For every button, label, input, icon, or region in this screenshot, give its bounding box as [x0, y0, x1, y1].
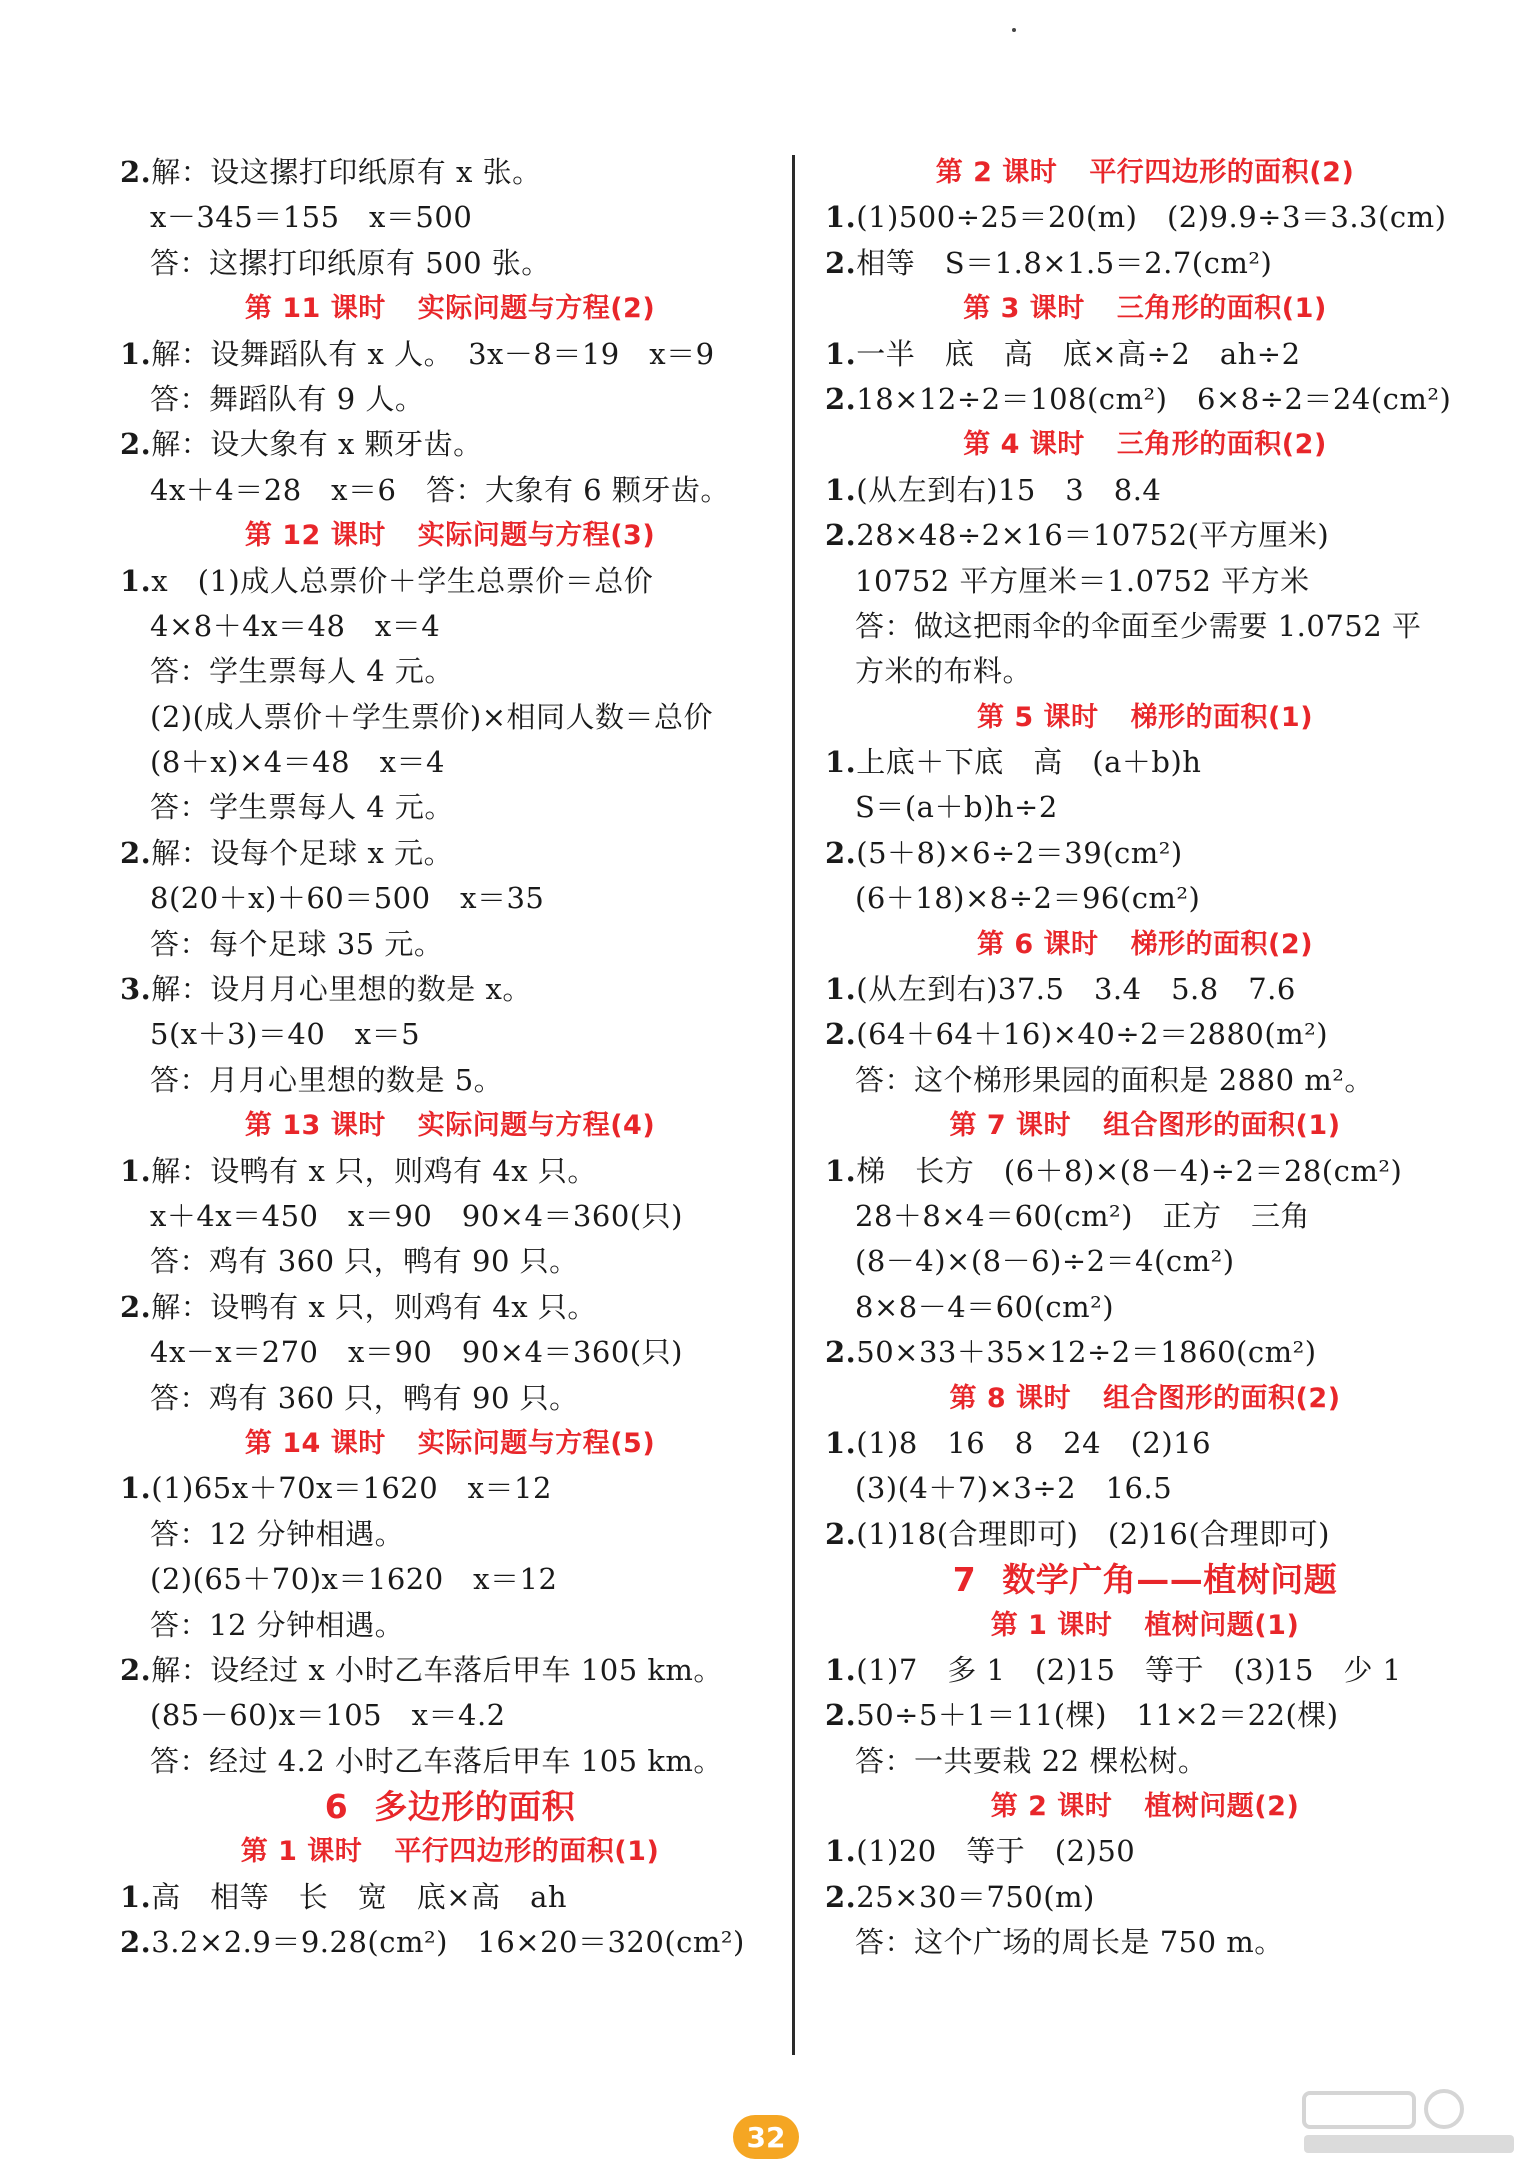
question-number: 1. — [120, 563, 152, 598]
question-number: 2. — [825, 1335, 857, 1370]
answer-line — [825, 740, 1465, 785]
lesson-label: 第 2 课时 — [990, 1791, 1113, 1823]
answer-line — [825, 1285, 1465, 1330]
lesson-label: 第 5 课时 — [976, 701, 1099, 733]
answer-line — [825, 1512, 1465, 1557]
answer-text: 方米的布料。 — [855, 654, 1033, 689]
answer-text: 答：12 分钟相遇。 — [150, 1516, 405, 1551]
answer-text: 答：一共要栽 22 棵松树。 — [855, 1743, 1208, 1778]
question-number: 1. — [120, 1471, 152, 1506]
lesson-title: 实际问题与方程(2) — [417, 293, 656, 325]
answer-line — [120, 967, 780, 1012]
answer-line — [120, 195, 780, 240]
answer-text: 28×48÷2×16＝10752(平方厘米) — [856, 518, 1330, 553]
answer-text: S＝(a＋b)h÷2 — [855, 790, 1058, 825]
lesson-label: 第 11 课时 — [244, 293, 386, 325]
answer-text: (从左到右)15 3 8.4 — [856, 472, 1162, 507]
question-number: 1. — [120, 336, 152, 371]
answer-text: (从左到右)37.5 3.4 5.8 7.6 — [856, 972, 1296, 1007]
question-number: 2. — [120, 427, 152, 462]
answer-text: 解：设舞蹈队有 x 人。 3x－8＝19 x＝9 — [151, 336, 715, 371]
answer-text: (1)8 16 8 24 (2)16 — [856, 1425, 1212, 1460]
answer-text: (8－4)×(8－6)÷2＝4(cm²) — [855, 1244, 1235, 1279]
answer-line — [825, 1149, 1465, 1194]
answer-line — [825, 377, 1465, 422]
lesson-title: 实际问题与方程(5) — [417, 1427, 656, 1459]
answer-line — [825, 831, 1465, 876]
answer-line — [825, 1239, 1465, 1284]
lesson-label: 第 7 课时 — [949, 1110, 1072, 1142]
answer-line — [120, 241, 780, 286]
question-number: 2. — [825, 1879, 857, 1914]
lesson-heading — [825, 1376, 1465, 1421]
answer-text: 答：学生票每人 4 元。 — [150, 790, 454, 825]
answer-line — [120, 649, 780, 694]
answer-line — [825, 1466, 1465, 1511]
answer-text: 3.2×2.9＝9.28(cm²) 16×20＝320(cm²) — [151, 1925, 745, 1960]
lesson-label: 第 1 课时 — [240, 1836, 363, 1868]
answer-text: 答：经过 4.2 小时乙车落后甲车 105 km。 — [150, 1743, 723, 1778]
answer-line — [825, 649, 1465, 694]
answer-line — [825, 468, 1465, 513]
answer-line — [120, 831, 780, 876]
question-number: 1. — [120, 1153, 152, 1188]
answer-text: 答：这个广场的周长是 750 m。 — [855, 1925, 1284, 1960]
answer-line — [120, 1466, 780, 1511]
answer-line — [120, 1239, 780, 1284]
lesson-heading — [120, 286, 780, 331]
answer-line — [120, 1557, 780, 1602]
answer-line — [825, 785, 1465, 830]
answer-text: 答：这个梯形果园的面积是 2880 m²。 — [855, 1062, 1374, 1097]
answer-line — [120, 1058, 780, 1103]
answer-text: 一半 底 高 底×高÷2 ah÷2 — [856, 336, 1301, 371]
answer-line — [825, 876, 1465, 921]
question-number: 2. — [825, 1698, 857, 1733]
answer-text: 解：设鸭有 x 只，则鸡有 4x 只。 — [151, 1153, 597, 1188]
question-number: 1. — [120, 1879, 152, 1914]
answer-line — [825, 1875, 1465, 1920]
answer-line — [120, 559, 780, 604]
answer-text: 50÷5＋1＝11(棵) 11×2＝22(棵) — [856, 1698, 1339, 1733]
question-number: 1. — [825, 472, 857, 507]
answer-line — [825, 195, 1465, 240]
lesson-title: 三角形的面积(2) — [1116, 429, 1327, 461]
answer-text: (8＋x)×4＝48 x＝4 — [150, 745, 445, 780]
answer-line — [120, 150, 780, 195]
answer-line — [120, 1330, 780, 1375]
answer-text: 答：鸡有 360 只，鸭有 90 只。 — [150, 1244, 579, 1279]
page-number-badge — [733, 2115, 799, 2159]
answer-line — [825, 1739, 1465, 1784]
answer-text: (3)(4＋7)×3÷2 16.5 — [855, 1471, 1173, 1506]
answer-line — [120, 1920, 780, 1965]
unit-number: 7 — [952, 1560, 977, 1600]
answer-text: (1)7 多 1 (2)15 等于 (3)15 少 1 — [856, 1652, 1402, 1687]
answer-line — [120, 1149, 780, 1194]
lesson-heading — [825, 695, 1465, 740]
answer-line — [120, 785, 780, 830]
answer-line — [120, 1376, 780, 1421]
question-number: 2. — [120, 1652, 152, 1687]
question-number: 2. — [120, 155, 152, 189]
lesson-title: 组合图形的面积(1) — [1103, 1110, 1341, 1142]
answer-text: 答：每个足球 35 元。 — [150, 926, 444, 961]
lesson-label: 第 12 课时 — [244, 520, 386, 552]
answer-line — [120, 695, 780, 740]
lesson-heading — [120, 513, 780, 558]
question-number: 2. — [825, 381, 857, 416]
answer-line — [120, 740, 780, 785]
answer-line — [825, 241, 1465, 286]
watermark-logo — [1294, 2079, 1524, 2159]
answer-text: 8×8－4＝60(cm²) — [855, 1289, 1115, 1324]
lesson-heading — [825, 422, 1465, 467]
answer-text: 10752 平方厘米＝1.0752 平方米 — [855, 563, 1310, 598]
lesson-label: 第 8 课时 — [949, 1382, 1072, 1414]
answer-text: 答：12 分钟相遇。 — [150, 1607, 405, 1642]
answer-text: (5＋8)×6÷2＝39(cm²) — [856, 835, 1183, 870]
answer-line — [825, 1920, 1465, 1965]
question-number: 2. — [825, 1516, 857, 1551]
lesson-title: 梯形的面积(1) — [1130, 701, 1314, 733]
answer-text: 相等 S＝1.8×1.5＝2.7(cm²) — [856, 245, 1273, 280]
answer-line — [825, 1648, 1465, 1693]
answer-text: 28＋8×4＝60(cm²) 正方 三角 — [855, 1198, 1310, 1233]
answer-text: (6＋18)×8÷2＝96(cm²) — [855, 881, 1201, 916]
answer-text: (85－60)x＝105 x＝4.2 — [150, 1698, 506, 1733]
answer-text: 8(20＋x)＋60＝500 x＝35 — [150, 881, 545, 916]
answer-text: (2)(成人票价＋学生票价)×相同人数＝总价 — [150, 699, 714, 734]
lesson-heading — [120, 1421, 780, 1466]
answer-line — [825, 332, 1465, 377]
answer-text: x (1)成人总票价＋学生总票价＝总价 — [151, 563, 654, 598]
answer-text: 高 相等 长 宽 底×高 ah — [151, 1879, 568, 1914]
answer-line — [120, 422, 780, 467]
lesson-label: 第 6 课时 — [976, 928, 1099, 960]
answer-text: x＋4x＝450 x＝90 90×4＝360(只) — [150, 1198, 683, 1233]
answer-line — [120, 1194, 780, 1239]
question-number: 1. — [825, 1153, 857, 1188]
question-number: 2. — [825, 518, 857, 553]
lesson-label: 第 14 课时 — [244, 1427, 386, 1459]
answer-text: 答：舞蹈队有 9 人。 — [150, 381, 425, 416]
unit-number: 6 — [324, 1787, 349, 1827]
answer-line — [825, 1058, 1465, 1103]
column-divider — [792, 155, 795, 2055]
answer-text: (1)20 等于 (2)50 — [856, 1834, 1136, 1869]
answer-text: (1)65x＋70x＝1620 x＝12 — [151, 1471, 552, 1506]
answer-text: 解：设这摞打印纸原有 x 张。 — [151, 155, 542, 189]
answer-line — [825, 1421, 1465, 1466]
question-number: 2. — [825, 835, 857, 870]
answer-line — [825, 1330, 1465, 1375]
answer-text: 解：设鸭有 x 只，则鸡有 4x 只。 — [151, 1289, 597, 1324]
answer-line — [120, 922, 780, 967]
answer-text: (1)18(合理即可) (2)16(合理即可) — [856, 1516, 1330, 1551]
answer-text: 18×12÷2＝108(cm²) 6×8÷2＝24(cm²) — [856, 381, 1452, 416]
answer-text: 答：做这把雨伞的伞面至少需要 1.0752 平 — [855, 608, 1422, 643]
answer-line — [120, 604, 780, 649]
lesson-heading — [120, 1103, 780, 1148]
answer-line — [120, 1693, 780, 1738]
answer-text: 解：设每个足球 x 元。 — [151, 835, 454, 870]
lesson-title: 组合图形的面积(2) — [1103, 1382, 1341, 1414]
answer-text: 上底＋下底 高 (a＋b)h — [856, 745, 1202, 780]
lesson-title: 平行四边形的面积(2) — [1089, 157, 1355, 188]
lesson-label: 第 3 课时 — [963, 293, 1085, 325]
answer-text: 4×8＋4x＝48 x＝4 — [150, 608, 441, 643]
answer-line — [825, 967, 1465, 1012]
lesson-heading — [825, 1603, 1465, 1648]
lesson-title: 梯形的面积(2) — [1130, 928, 1314, 960]
answer-line — [825, 1194, 1465, 1239]
answer-text: 4x＋4＝28 x＝6 答：大象有 6 颗牙齿。 — [150, 472, 730, 507]
answer-text: 5(x＋3)＝40 x＝5 — [150, 1017, 421, 1052]
unit-title: 多边形的面积 — [374, 1787, 576, 1827]
lesson-title: 实际问题与方程(4) — [417, 1110, 656, 1142]
answer-line — [120, 1739, 780, 1784]
lesson-label: 第 4 课时 — [963, 429, 1085, 461]
answer-text: 解：设大象有 x 颗牙齿。 — [151, 427, 483, 462]
answer-text: 50×33＋35×12÷2＝1860(cm²) — [856, 1335, 1317, 1370]
lesson-label: 第 13 课时 — [244, 1110, 386, 1142]
answer-line — [825, 1829, 1465, 1874]
question-number: 2. — [120, 1925, 152, 1960]
lesson-heading — [825, 1784, 1465, 1829]
answer-text: 解：设经过 x 小时乙车落后甲车 105 km。 — [151, 1652, 723, 1687]
answer-text: 答：月月心里想的数是 5。 — [150, 1062, 504, 1097]
right-column — [825, 150, 1465, 1966]
lesson-heading — [825, 286, 1465, 331]
question-number: 1. — [825, 1425, 857, 1460]
answer-line — [825, 604, 1465, 649]
question-number: 2. — [825, 245, 857, 280]
answer-line — [120, 377, 780, 422]
answer-text: 梯 长方 (6＋8)×(8－4)÷2＝28(cm²) — [856, 1153, 1403, 1188]
lesson-title: 植树问题(2) — [1144, 1791, 1300, 1823]
answer-text: 25×30＝750(m) — [856, 1879, 1095, 1914]
answer-line — [825, 513, 1465, 558]
answer-text: (2)(65＋70)x＝1620 x＝12 — [150, 1562, 558, 1597]
answer-line — [120, 1285, 780, 1330]
answer-text: (1)500÷25＝20(m) (2)9.9÷3＝3.3(cm) — [856, 200, 1447, 235]
question-number: 2. — [120, 835, 152, 870]
lesson-label: 第 1 课时 — [990, 1609, 1113, 1641]
answer-text: 答：鸡有 360 只，鸭有 90 只。 — [150, 1380, 579, 1415]
question-number: 1. — [825, 972, 857, 1007]
question-number: 2. — [120, 1289, 152, 1324]
speck — [1012, 28, 1016, 32]
lesson-label: 第 2 课时 — [935, 157, 1058, 188]
answer-line — [120, 1012, 780, 1057]
unit-heading — [825, 1557, 1465, 1602]
answer-line — [120, 1875, 780, 1920]
question-number: 1. — [825, 745, 857, 780]
answer-text: 答：这摞打印纸原有 500 张。 — [150, 245, 551, 280]
unit-title: 数学广角——植树问题 — [1002, 1560, 1338, 1600]
lesson-title: 平行四边形的面积(1) — [394, 1836, 660, 1868]
lesson-title: 三角形的面积(1) — [1116, 293, 1327, 325]
left-column — [120, 150, 780, 1966]
question-number: 1. — [825, 336, 857, 371]
lesson-heading — [120, 1829, 780, 1874]
lesson-title: 植树问题(1) — [1144, 1609, 1300, 1641]
answer-text: 解：设月月心里想的数是 x。 — [151, 972, 532, 1007]
answer-text: 答：学生票每人 4 元。 — [150, 654, 454, 689]
question-number: 3. — [120, 972, 152, 1007]
lesson-title: 实际问题与方程(3) — [417, 520, 656, 552]
page-number: 32 — [746, 2120, 786, 2154]
answer-line — [120, 1603, 780, 1648]
question-number: 2. — [825, 1017, 857, 1052]
question-number: 1. — [825, 200, 857, 235]
lesson-heading — [825, 1103, 1465, 1148]
question-number: 1. — [825, 1652, 857, 1687]
answer-text: (64＋64＋16)×40÷2＝2880(m²) — [856, 1017, 1329, 1052]
answer-line — [825, 1693, 1465, 1738]
question-number: 1. — [825, 1834, 857, 1869]
answer-line — [825, 559, 1465, 604]
answer-text: x－345＝155 x＝500 — [150, 200, 473, 235]
answer-line — [120, 1648, 780, 1693]
answer-line — [120, 876, 780, 921]
lesson-heading — [825, 150, 1465, 195]
lesson-heading — [825, 922, 1465, 967]
unit-heading — [120, 1784, 780, 1829]
answer-line — [120, 1512, 780, 1557]
answer-line — [120, 468, 780, 513]
answer-line — [120, 332, 780, 377]
answer-line — [825, 1012, 1465, 1057]
answer-text: 4x－x＝270 x＝90 90×4＝360(只) — [150, 1335, 683, 1370]
